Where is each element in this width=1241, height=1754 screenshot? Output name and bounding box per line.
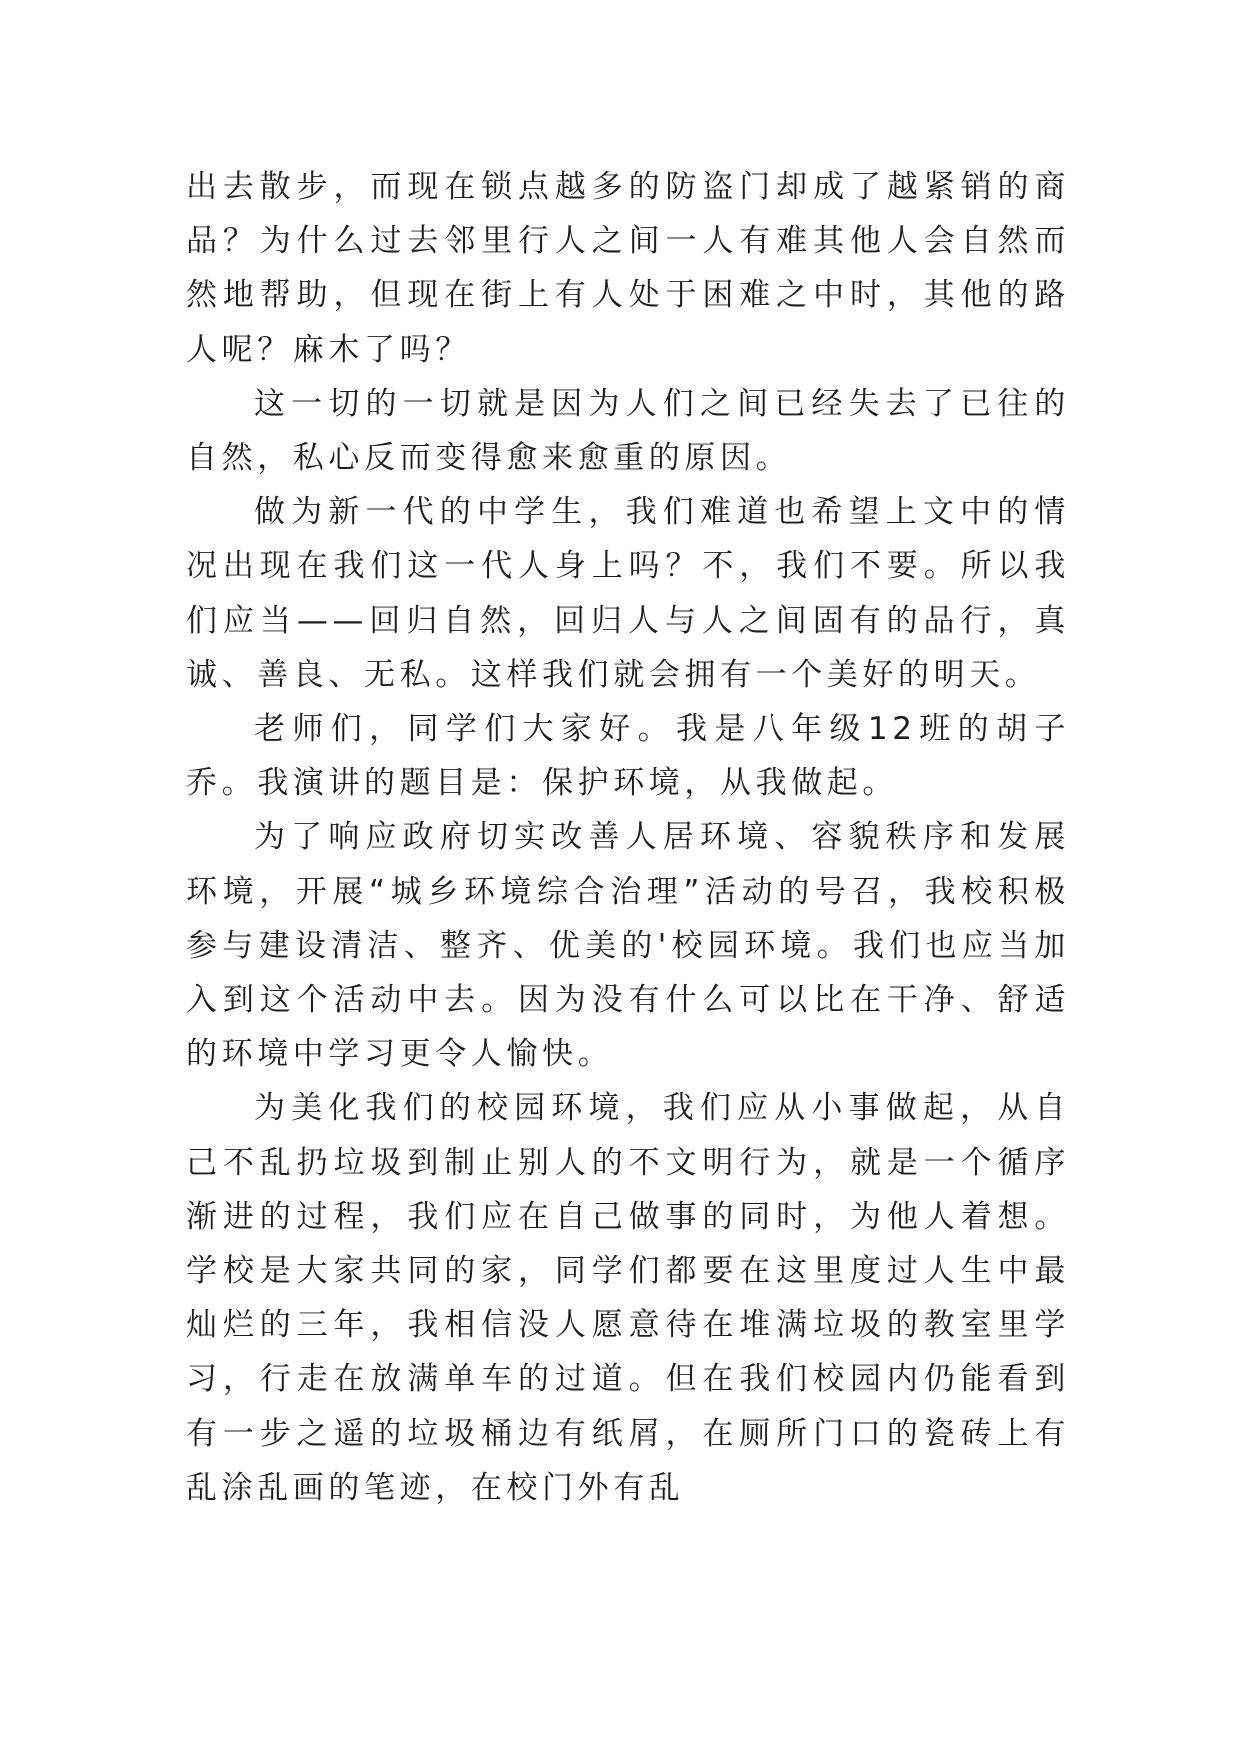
- paragraph: 这一切的一切就是因为人们之间已经失去了已往的自然，私心反而变得愈来愈重的原因。: [186, 385, 1070, 477]
- paragraph: 老师们，同学们大家好。我是八年级12班的胡子乔。我演讲的题目是：保护环境，从我做起。: [186, 711, 1070, 802]
- paragraph: 为美化我们的校园环境，我们应从小事做起，从自己不乱扔垃圾到制止别人的不文明行为，就是一个循序渐进的过程，我们应在自己做事的同时，为他人着想。学校是大家共同的家，同学们都要在这里度过人生中最灿烂的三年，我相信没人愿意待在堆满垃圾的教室里学习，行走在放满单车的过道。但在我们校园内仍能看到有一步之遥的垃圾桶边有纸屑，在厕所门口的瓷砖上有乱涂乱画的笔迹，在校门外有乱: [186, 1090, 1070, 1506]
- paragraph: 做为新一代的中学生，我们难道也希望上文中的情况出现在我们这一代人身上吗？不，我们不要。所以我们应当——回归自然，回归人与人之间固有的品行，真诚、善良、无私。这样我们就会拥有一个美好的明天。: [186, 494, 1070, 693]
- paragraph: 为了响应政府切实改善人居环境、容貌秩序和发展环境，开展“城乡环境综合治理”活动的号召，我校积极参与建设清洁、整齐、优美的'校园环境。我们也应当加入到这个活动中去。因为没有什么可以比在干净、舒适的环境中学习更令人愉快。: [186, 819, 1070, 1073]
- document-body: [186, 160, 1070, 1515]
- paragraph: 出去散步，而现在锁点越多的防盗门却成了越紧销的商品？为什么过去邻里行人之间一人有难其他人会自然而然地帮助，但现在街上有人处于困难之中时，其他的路人呢？麻木了吗？: [186, 169, 1070, 368]
